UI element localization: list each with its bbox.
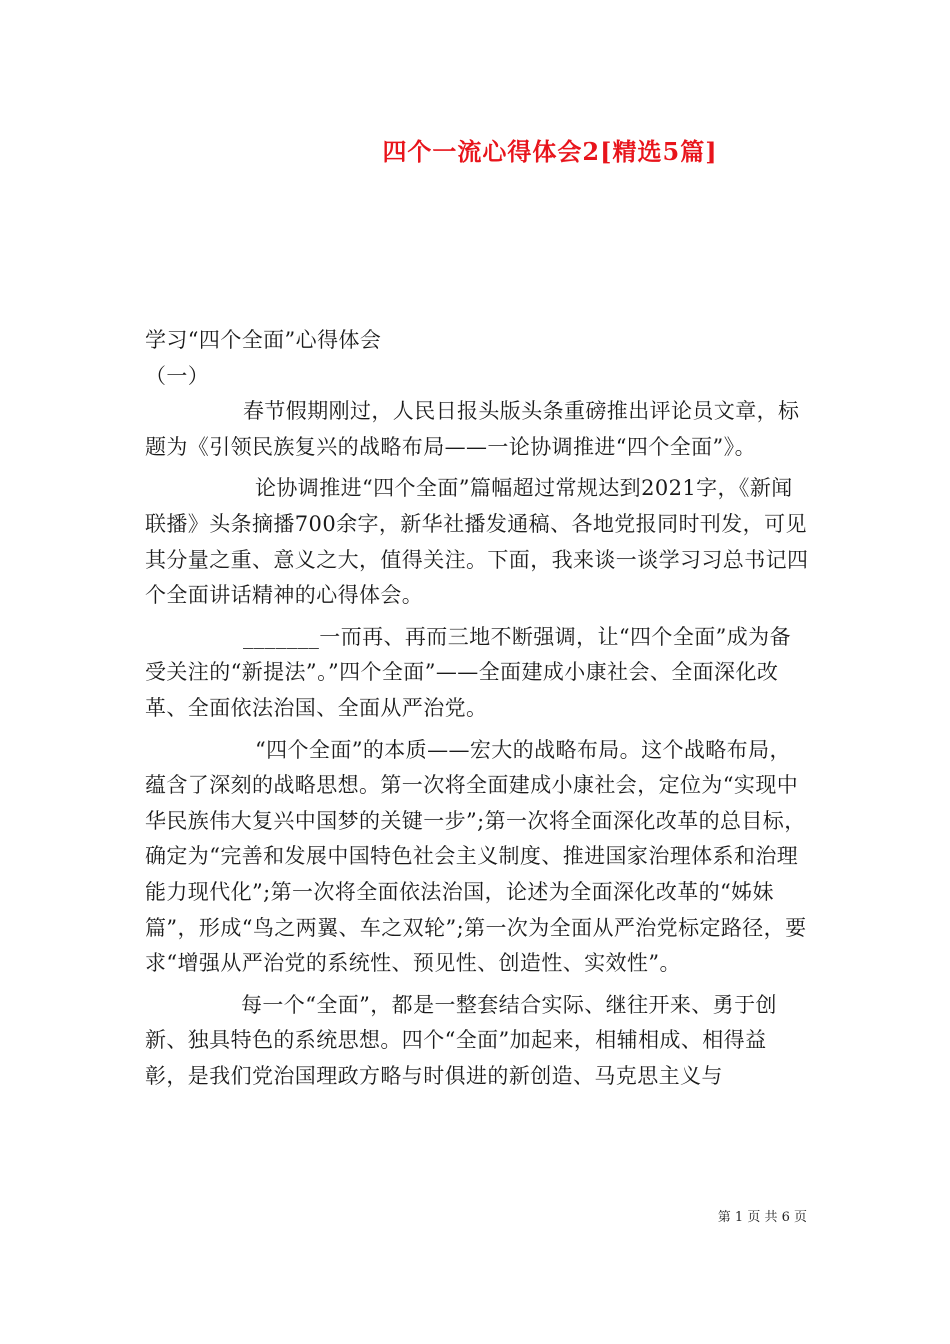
section-number: （一） [145, 363, 210, 388]
paragraph: 春节假期刚过，人民日报头版头条重磅推出评论员文章，标题为《引领民族复兴的战略布局——一论协调推进“四个全面”》。 [145, 399, 800, 459]
document-title: 四个一流心得体会2[精选5篇] [382, 137, 718, 166]
document-subtitle: 学习“四个全面”心得体会 [145, 328, 382, 352]
paragraph: 每一个“全面”，都是一整套结合实际、继往开来、勇于创新、独具特色的系统思想。四个“全面”加起来，相辅相成、相得益彰，是我们党治国理政方略与时俱进的新创造、马克思主义与 [145, 992, 777, 1088]
paragraph: _______一而再、再而三地不断强调，让“四个全面”成为备受关注的“新提法”。”四个全面”——全面建成小康社会、全面深化改革、全面依法治国、全面从严治党。 [145, 624, 791, 720]
page-number: 第 1 页 共 6 页 [717, 1210, 807, 1225]
paragraph: 论协调推进“四个全面”篇幅超过常规达到2021字，《新闻联播》头条摘播700余字，新华社播发通稿、各地党报同时刊发，可见其分量之重、意义之大，值得关注。下面，我来谈一谈学习习总书记四个全面讲话精神的心得体会。 [145, 476, 809, 608]
document-body [145, 323, 809, 1094]
paragraph: “四个全面”的本质——宏大的战略布局。这个战略布局，蕴含了深刻的战略思想。第一次将全面建成小康社会，定位为“实现中华民族伟大复兴中国梦的关键一步”;第一次将全面深化改革的总目标，确定为“完善和发展中国特色社会主义制度、推进国家治理体系和治理能力现代化”;第一次将全面依法治国，论述为全面深化改革的“姊妹篇”，形成“鸟之两翼、车之双轮”;第一次为全面从严治党标定路径，要求“增强从严治党的系统性、预见性、创造性、实效性”。 [145, 737, 807, 976]
